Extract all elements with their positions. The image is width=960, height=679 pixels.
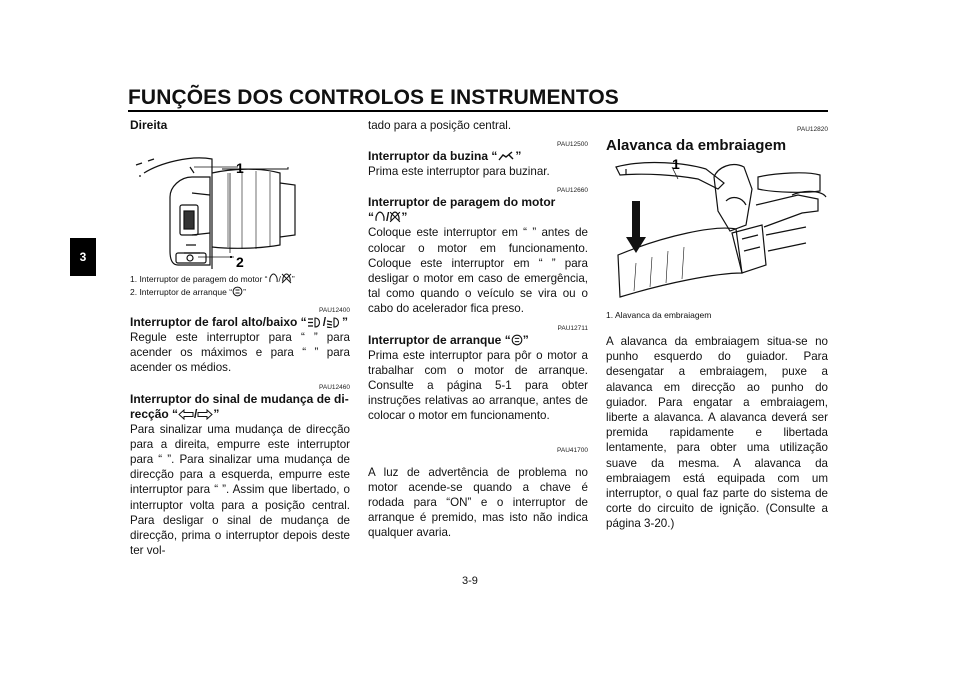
start-switch-icon (511, 334, 523, 346)
section-code: PAU12820 (797, 126, 828, 133)
section-body-clutch: A alavanca da embraiagem situa-se no punho esquerdo do guiador. Para desengatar a embraiagem, puxe a alavanca em direcção ao punho do guiador. Para engatar a embraiagem, liberte a alavanca. A alavanca deverá ser premida rapidamente e libertada lentamente, para obter uma utilização suave da mesma. A alavanca da embraiagem está equipada com um interruptor, o qual faz parte do sistema de corte do circuito de ignição. (Consulte a página 3-20.) (606, 335, 828, 531)
title-rule (128, 110, 828, 112)
section-heading-farol: Interruptor de farol alto/baixo “ / ” (130, 315, 349, 329)
section-body-farol: Regule este interruptor para “ ” para acender os máximos e para “ ” para acender os médios. (130, 331, 350, 375)
section-heading-horn: Interruptor da buzina “ ” (368, 149, 522, 164)
section-code: PAU12460 (319, 383, 350, 391)
figure-callout-1: 1 (236, 160, 244, 176)
figure-caption-1: 1. Interruptor de paragem do motor “ / ” (130, 274, 295, 284)
section-code: PAU12711 (557, 324, 588, 332)
low-beam-icon (326, 317, 342, 328)
section-body-engine-stop: Coloque este interruptor em “ ” antes de colocar o motor em funcionamento. Coloque este interruptor em “ ” para desligar o motor em caso de emergência, tal como quando o veículo se vira ou o cabo do acelerador fica preso. (368, 226, 588, 316)
section-heading-clutch: Alavanca da embraiagem (606, 137, 787, 154)
figure-callout-1: 1 (672, 156, 680, 172)
start-switch-icon (232, 286, 243, 297)
section-code: PAU12660 (557, 187, 588, 195)
figure-caption-2: 2. Interruptor de arranque “ ” (130, 287, 246, 297)
right-handlebar-switch-figure (130, 133, 350, 273)
section-heading-engine-stop: Interruptor de paragem do motor “ / ” (368, 195, 556, 225)
section-label-direita: Direita (130, 118, 168, 132)
continued-text: tado para a posição central. (368, 119, 512, 132)
engine-stop-icon (389, 211, 401, 223)
section-code: PAU41700 (557, 446, 588, 454)
section-body-turn-signal: Para sinalizar uma mudança de direcção para a direita, empurre este interruptor para “ ”. Para sinalizar uma mudança de direcção para a esquerda, empurre este interruptor para “ ”. Assim que libertado, o interruptor volta para a posição central. Para desligar o sinal de mudança de direcção, prima o interruptor depois deste ter vol- (130, 422, 350, 558)
engine-run-icon (374, 211, 386, 223)
clutch-lever-figure (606, 155, 828, 305)
section-body-horn: Prima este interruptor para buzinar. (368, 165, 550, 179)
column-middle (368, 118, 588, 541)
section-code: PAU12500 (557, 141, 588, 149)
horn-icon (497, 151, 515, 162)
chapter-tab: 3 (70, 238, 96, 276)
engine-stop-icon (281, 273, 292, 284)
page-number: 3-9 (462, 575, 478, 587)
turn-right-icon (197, 409, 213, 420)
section-body-warning-light: A luz de advertência de problema no motor acende-se quando a chave é rodada para “ON” e o interruptor de arranque é premido, mas isto não indica qualquer avaria. (368, 465, 588, 540)
figure-callout-2: 2 (236, 254, 244, 270)
page-title: FUNÇÕES DOS CONTROLOS E INSTRUMENTOS (128, 86, 619, 109)
turn-left-icon (178, 409, 194, 420)
figure-caption: 1. Alavanca da embraiagem (606, 310, 712, 320)
section-code: PAU12400 (319, 307, 350, 314)
column-left (130, 118, 350, 558)
section-heading-start: Interruptor de arranque “ ” (368, 332, 529, 347)
section-body-start: Prima este interruptor para pôr o motor a trabalhar com o motor de arranque. Consulte a página 5-1 para obter instruções relativas ao arranque, antes de colocar o motor em funcionamento. (368, 348, 588, 423)
engine-run-icon (268, 273, 279, 284)
column-right (606, 118, 828, 532)
section-heading-turn-signal: Interruptor do sinal de mudança de di- recção “ / ” (130, 391, 349, 421)
high-beam-icon (307, 317, 323, 328)
